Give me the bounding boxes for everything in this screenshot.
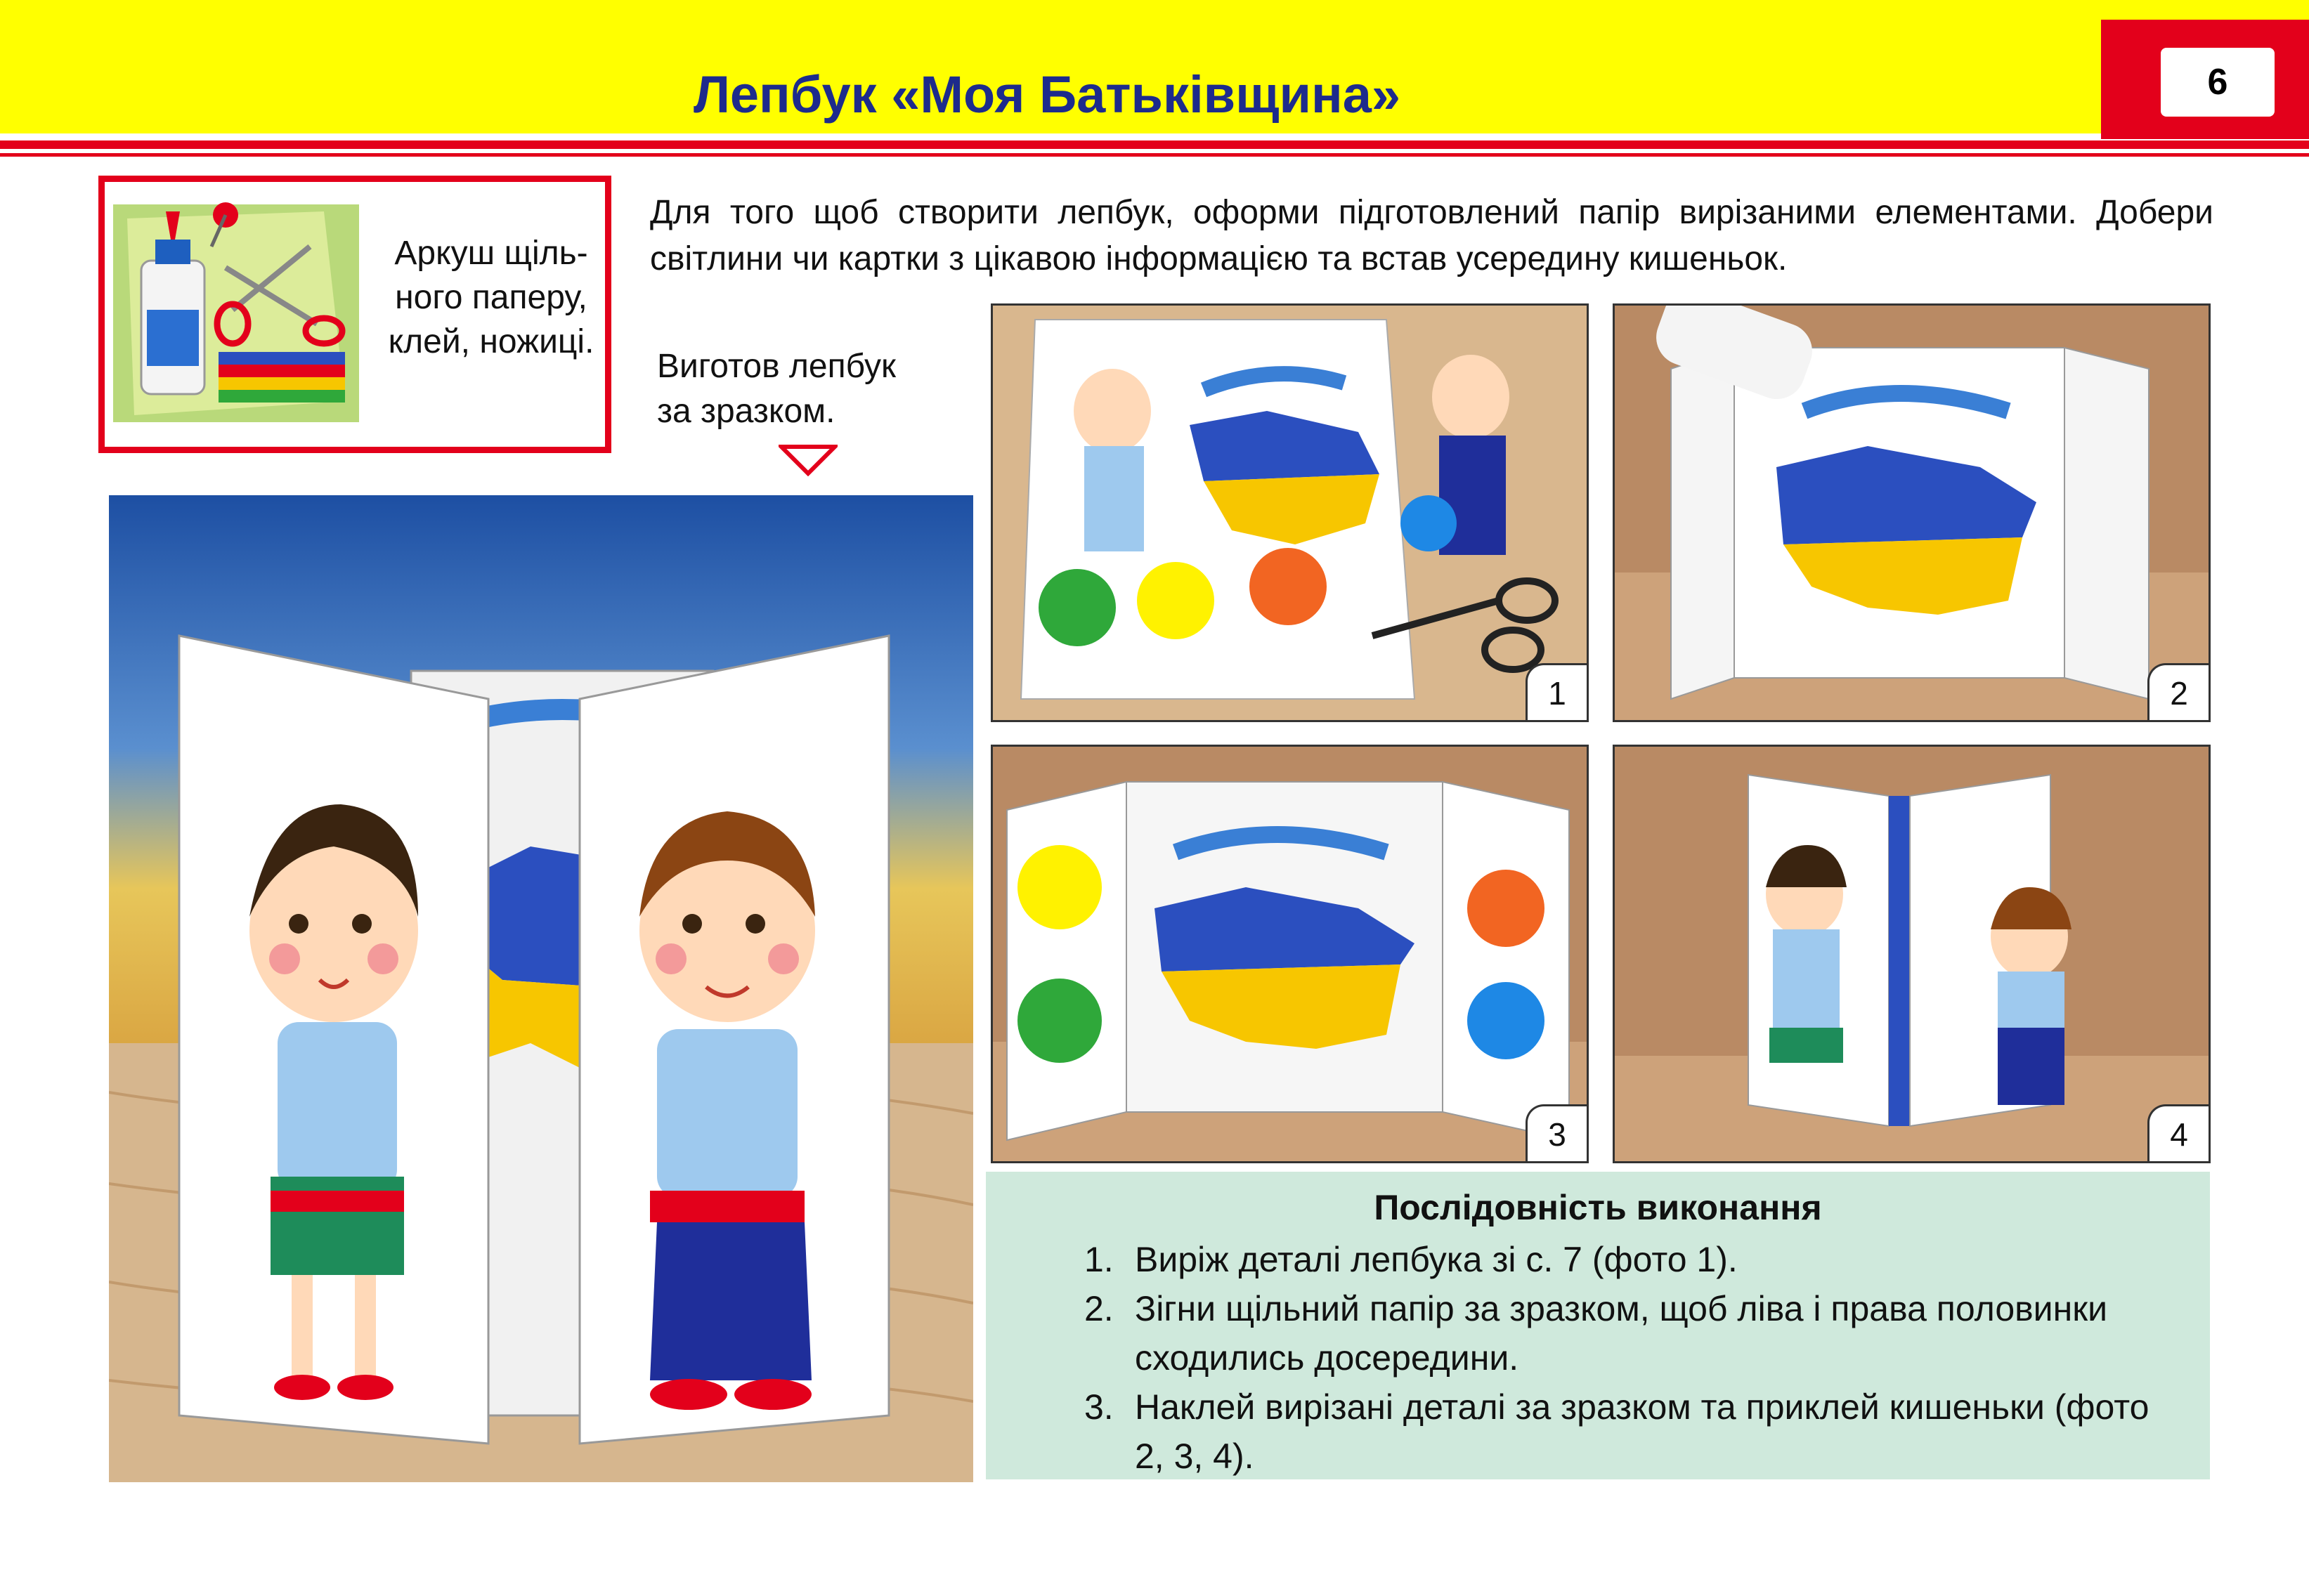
steps-panel [986,1172,2210,1479]
step-photo-2 [1613,303,2211,722]
make-line: Виготов лепбук [657,348,897,385]
step-number: 2. [1084,1289,1114,1328]
make-instruction [657,344,966,434]
step-photo-4 [1613,745,2211,1163]
materials-line: клей, ножиці. [388,323,594,360]
photo-number: 4 [2147,1104,2209,1161]
materials-text [368,231,614,364]
step-item [1084,1235,2180,1284]
step-item [1084,1382,2180,1481]
page-title: Лепбук «Моя Батьківщина» [693,65,1401,124]
step-number: 3. [1084,1387,1114,1427]
photo-number: 3 [1526,1104,1587,1161]
step-photo-3 [991,745,1589,1163]
materials-line: Аркуш щіль- [394,235,588,272]
materials-line: ного паперу, [395,279,587,316]
sample-lapbook-photo [109,495,973,1482]
boy-figure [639,811,815,1410]
photo-number: 1 [1526,663,1587,720]
craft-supplies-image [113,190,366,429]
step-text: Зігни щільний папір за зразком, щоб ліва і права половинки сходились досередини. [1135,1289,2108,1378]
page-number: 6 [2161,48,2275,117]
steps-title: Послідовність виконання [1374,1188,1822,1227]
header-stripe-thin [0,153,2309,157]
materials-box [98,176,611,453]
header-stripe [0,140,2309,149]
step-photo-1 [991,303,1589,722]
steps-list [1084,1235,2180,1481]
intro-paragraph: Для того щоб створити лепбук, оформи підготовлений папір вирізаними елементами. Добери світлини чи картки з цікавою інформацією та встав усередину кишеньок. [650,194,2213,277]
step-text: Виріж деталі лепбука зі с. 7 (фото 1). [1135,1240,1738,1279]
step-number: 1. [1084,1240,1114,1279]
step-text: Наклей вирізані деталі за зразком та приклей кишеньки (фото 2, 3, 4). [1135,1387,2149,1476]
make-line: за зразком. [657,393,835,430]
plasticine-icon [219,352,345,403]
triangle-down-icon [779,444,838,476]
step-item [1084,1284,2180,1382]
photo-number: 2 [2147,663,2209,720]
